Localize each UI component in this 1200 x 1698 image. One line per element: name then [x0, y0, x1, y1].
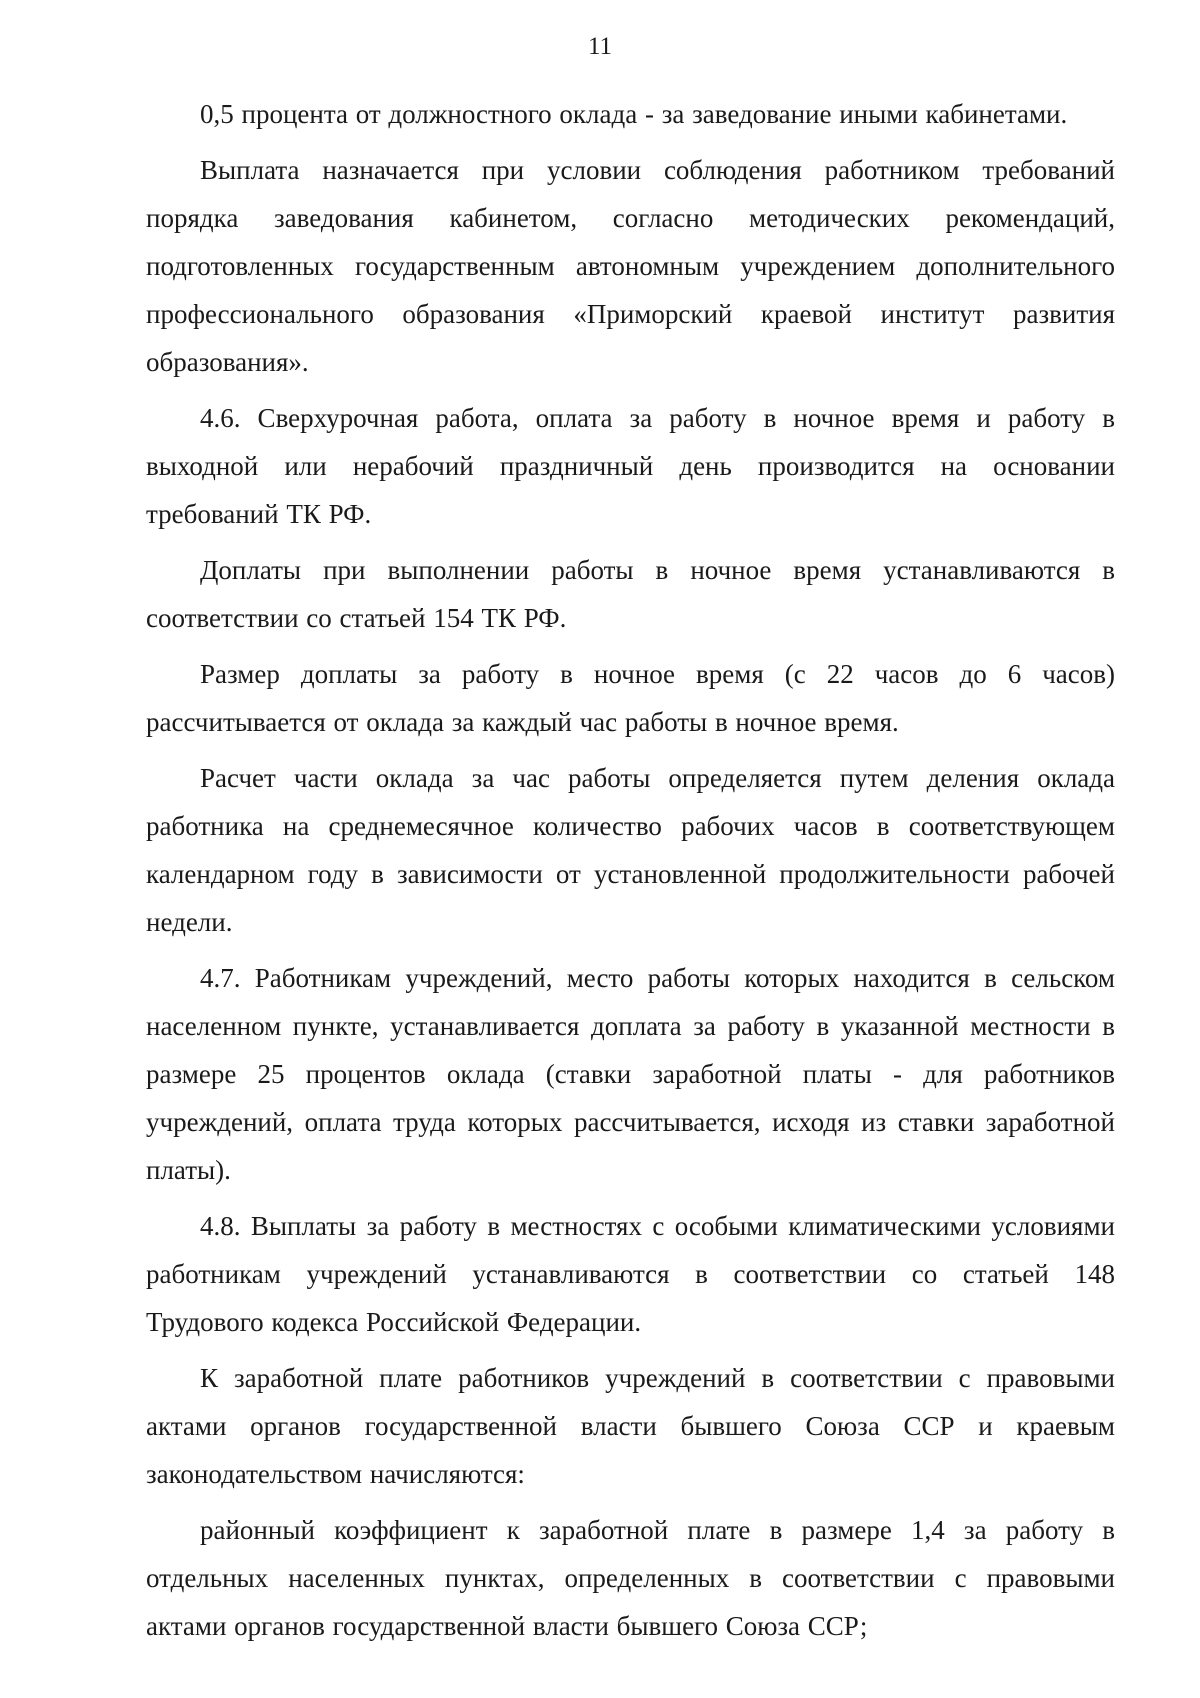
paragraph-payment-condition: Выплата назначается при условии соблюдения работником требований порядка заведования кабинетом, согласно методических рекомендаций, подготовленных государственным автономным учреждением дополнительного профессионального образования «Приморский краевой институт развития образования». [146, 155, 1115, 377]
paragraph-night-surcharge-size: Размер доплаты за работу в ночное время (с 22 часов до 6 часов) рассчитывается от оклада за каждый час работы в ночное время. [146, 659, 1115, 737]
paragraph-4-6-overtime: 4.6. Сверхурочная работа, оплата за работу в ночное время и работу в выходной или нерабочий праздничный день производится на основании требований ТК РФ. [146, 403, 1115, 529]
paragraph-cabinet-percent: 0,5 процента от должностного оклада - за заведование иными кабинетами. [200, 99, 1068, 129]
paragraph-hourly-calculation: Расчет части оклада за час работы определяется путем деления оклада работника на среднемесячное количество рабочих часов в соответствующем календарном году в зависимости от установленной продолжительности рабочей недели. [146, 763, 1115, 937]
paragraph-4-7-rural-surcharge: 4.7. Работникам учреждений, место работы которых находится в сельском населенном пункте, устанавливается доплата за работу в указанной местности в размере 25 процентов оклада (ставки заработной платы - для работников учреждений, оплата труда которых рассчитывается, исходя из ставки заработной платы). [146, 963, 1115, 1185]
paragraph-salary-accruals: К заработной плате работников учреждений в соответствии с правовыми актами органов государственной власти бывшего Союза ССР и краевым законодательством начисляются: [146, 1363, 1115, 1489]
document-body [146, 90, 1115, 1650]
paragraph-regional-coefficient: районный коэффициент к заработной плате в размере 1,4 за работу в отдельных населенных пунктах, определенных в соответствии с правовыми актами органов государственной власти бывшего Союза ССР; [146, 1515, 1115, 1641]
paragraph-night-work-surcharge: Доплаты при выполнении работы в ночное время устанавливаются в соответствии со статьей 154 ТК РФ. [146, 555, 1115, 633]
paragraph-4-8-climatic-payments: 4.8. Выплаты за работу в местностях с особыми климатическими условиями работникам учреждений устанавливаются в соответствии со статьей 148 Трудового кодекса Российской Федерации. [146, 1211, 1115, 1337]
page-number: 11 [587, 33, 613, 60]
